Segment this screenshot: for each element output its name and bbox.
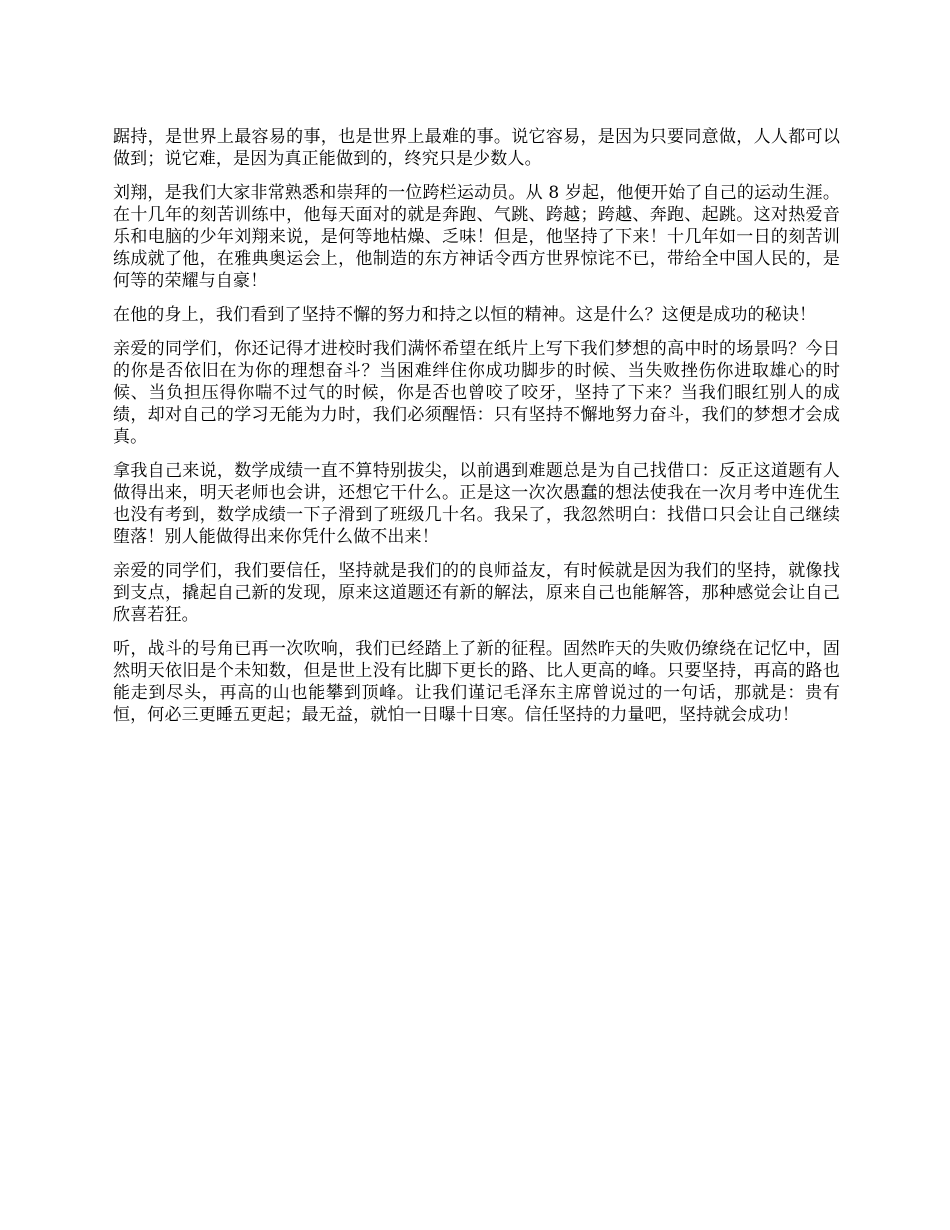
paragraph-5: 拿我自己来说，数学成绩一直不算特别拔尖，以前遇到难题总是为自己找借口：反正这道题有人做得出来，明天老师也会讲，还想它干什么。正是这一次次愚蠢的想法使我在一次月考中连优生也没有考到，数学成绩一下子滑到了班级几十名。我呆了，我忽然明白：找借口只会让自己继续堕落！别人能做得出来你凭什么做不出来！ <box>113 461 840 547</box>
paragraph-4: 亲爱的同学们，你还记得才进校时我们满怀希望在纸片上写下我们梦想的高中时的场景吗？今日的你是否依旧在为你的理想奋斗？当困难绊住你成功脚步的时候、当失败挫伤你进取雄心的时候、当负担压得你喘不过气的时候，你是否也曾咬了咬牙，坚持了下来？当我们眼红别人的成绩，却对自己的学习无能为力时，我们必须醒悟：只有坚持不懈地努力奋斗，我们的梦想才会成真。 <box>113 339 840 447</box>
paragraph-7: 听，战斗的号角已再一次吹响，我们已经踏上了新的征程。固然昨天的失败仍缭绕在记忆中，固然明天依旧是个未知数，但是世上没有比脚下更长的路、比人更高的峰。只要坚持，再高的路也能走到尽头，再高的山也能攀到顶峰。让我们谨记毛泽东主席曾说过的一句话，那就是：贵有恒，何必三更睡五更起；最无益，就怕一日曝十日寒。信任坚持的力量吧，坚持就会成功！ <box>113 639 840 725</box>
paragraph-6: 亲爱的同学们，我们要信任，坚持就是我们的的良师益友，有时候就是因为我们的坚持，就像找到支点，撬起自己新的发现，原来这道题还有新的解法，原来自己也能解答，那种感觉会让自己欣喜若狂。 <box>113 561 840 625</box>
paragraph-1: 踞持，是世界上最容易的事，也是世界上最难的事。说它容易，是因为只要同意做，人人都可以做到；说它难，是因为真正能做到的，终究只是少数人。 <box>113 127 840 169</box>
paragraph-3: 在他的身上，我们看到了坚持不懈的努力和持之以恒的精神。这是什么？这便是成功的秘诀！ <box>113 305 817 325</box>
paragraph-2: 刘翔，是我们大家非常熟悉和崇拜的一位跨栏运动员。从 8 岁起，他便开始了自己的运动生涯。在十几年的刻苦训练中，他每天面对的就是奔跑、气跳、跨越；跨越、奔跑、起跳。这对热爱音乐和电脑的少年刘翔来说，是何等地枯燥、乏味！但是，他坚持了下来！十几年如一日的刻苦训练成就了他，在雅典奥运会上，他制造的东方神话令西方世界惊诧不已，带给全中国人民的，是何等的荣耀与自豪！ <box>113 183 840 291</box>
document-body <box>113 126 840 738</box>
